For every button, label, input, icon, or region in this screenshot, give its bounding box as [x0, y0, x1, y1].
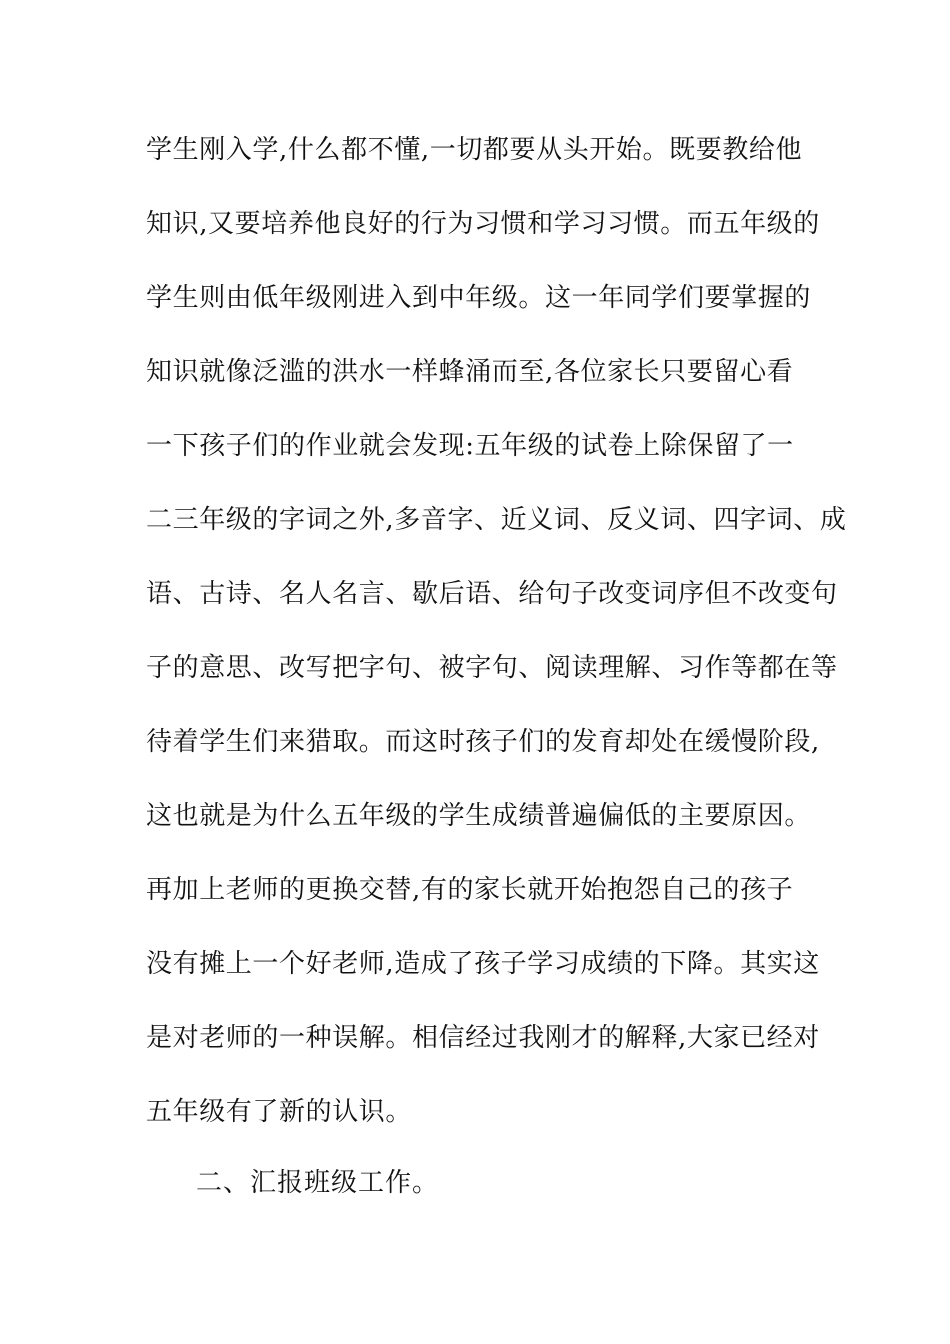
paragraph-line-3: 学生则由低年级刚进入到中年级。这一年同学们要掌握的 [146, 283, 812, 313]
paragraph-line-4: 知识就像泛滥的洪水一样蜂涌而至,各位家长只要留心看 [146, 357, 794, 387]
paragraph-line-5: 一下孩子们的作业就会发现:五年级的试卷上除保留了一 [146, 431, 794, 461]
paragraph-line-2: 知识,又要培养他良好的行为习惯和学习习惯。而五年级的 [146, 209, 820, 239]
section-heading: 二、汇报班级工作。 [196, 1168, 440, 1198]
paragraph-line-11: 再加上老师的更换交替,有的家长就开始抱怨自己的孩子 [146, 875, 794, 905]
paragraph-line-8: 子的意思、改写把字句、被字句、阅读理解、习作等都在等 [146, 653, 838, 683]
paragraph-line-12: 没有摊上一个好老师,造成了孩子学习成绩的下降。其实这 [146, 949, 820, 979]
paragraph-line-9: 待着学生们来猎取。而这时孩子们的发育却处在缓慢阶段, [146, 727, 820, 757]
paragraph-line-13: 是对老师的一种误解。相信经过我刚才的解释,大家已经对 [146, 1023, 820, 1053]
paragraph-line-7: 语、古诗、名人名言、歇后语、给句子改变词序但不改变句 [146, 579, 838, 609]
paragraph-line-10: 这也就是为什么五年级的学生成绩普遍偏低的主要原因。 [146, 801, 812, 831]
paragraph-line-6: 二三年级的字词之外,多音字、近义词、反义词、四字词、成 [146, 505, 847, 535]
paragraph-line-14: 五年级有了新的认识。 [146, 1097, 413, 1127]
paragraph-line-1: 学生刚入学,什么都不懂,一切都要从头开始。既要教给他 [146, 135, 803, 165]
